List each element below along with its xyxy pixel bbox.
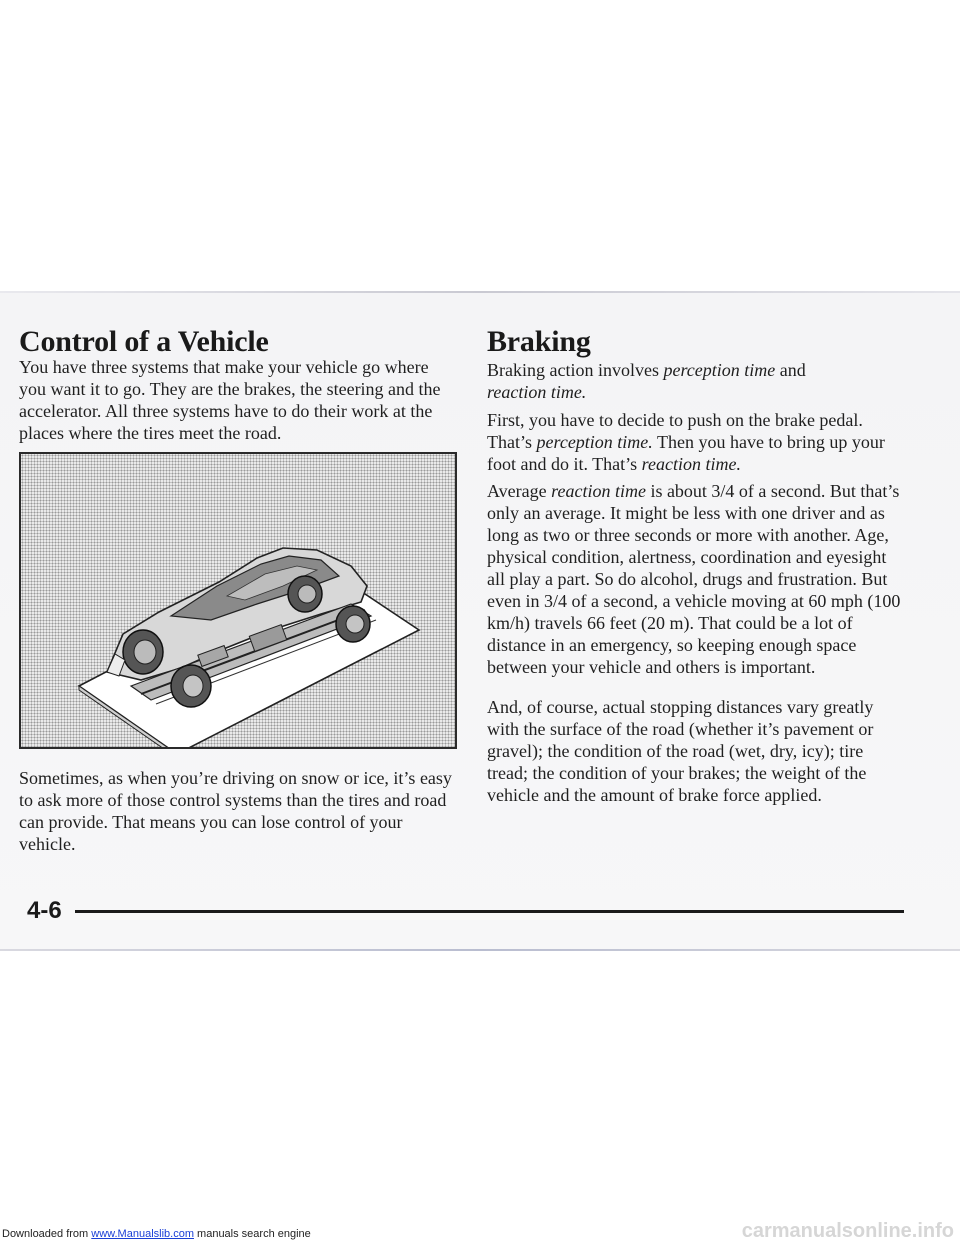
text-run: Then you have to bring up your foot and do it. That’s bbox=[487, 432, 885, 474]
page-number: 4-6 bbox=[27, 897, 62, 924]
paragraph-control-warning: Sometimes, as when you’re driving on snow or ice, it’s easy to ask more of those control systems than the tires and road can provide. That means you can lose control of your vehicle. bbox=[19, 768, 452, 854]
paragraph-stopping-distances: And, of course, actual stopping distances vary greatly with the surface of the road (whether it’s pavement or gravel); the condition of the road (wet, dry, icy); tire tread; the condition of your brakes; the weight of the vehicle and the amount of brake force applied. bbox=[487, 697, 874, 805]
paragraph-perception-reaction bbox=[487, 409, 907, 475]
paragraph-average-reaction-time bbox=[487, 480, 907, 678]
paragraph-braking-intro bbox=[487, 359, 907, 403]
watermark: carmanualsonline.info bbox=[741, 1220, 954, 1242]
text-run: Braking action involves bbox=[487, 360, 664, 380]
download-suffix: manuals search engine bbox=[193, 1228, 311, 1240]
term-reaction-time: reaction time. bbox=[641, 454, 741, 474]
paragraph-control-intro: You have three systems that make your vehicle go where you want it to go. They are the brakes, the steering and the accelerator. All three systems have to do their work at the places where the tires meet the road. bbox=[19, 357, 441, 443]
vehicle-illustration bbox=[19, 452, 457, 749]
text-run: Average bbox=[487, 481, 552, 501]
text-run: and bbox=[775, 360, 806, 380]
text-run: is about 3/4 of a second. But that’s only an average. It might be less with one driver and as long as two or three seconds or more with another. Age, physical condition, alertness, coordination and eyesight all play a part. So do alcohol, drugs and frustration. But even in 3/4 of a second, a vehicle moving at 60 mph (100 km/h) travels 66 feet (20 m). That could be a lot of distance in an emergency, so keeping enough space between your vehicle and others is important. bbox=[487, 481, 901, 677]
term-reaction-time: reaction time. bbox=[487, 382, 587, 402]
text-run: First, you have to decide to push on the brake pedal. That’s bbox=[487, 410, 863, 452]
term-perception-time: perception time bbox=[663, 360, 776, 380]
term-reaction-time: reaction time bbox=[551, 481, 646, 501]
footer-rule bbox=[75, 910, 904, 913]
scan-top-edge bbox=[0, 291, 960, 293]
vehicle-underside-illustration-icon bbox=[21, 454, 455, 747]
heading-braking: Braking bbox=[487, 325, 591, 358]
download-prefix: Downloaded from bbox=[2, 1228, 92, 1240]
scan-bottom-edge bbox=[0, 949, 960, 951]
heading-control-of-a-vehicle: Control of a Vehicle bbox=[19, 325, 269, 358]
download-note bbox=[2, 1228, 311, 1240]
term-perception-time: perception time. bbox=[536, 432, 653, 452]
manualslib-link[interactable]: www.Manualslib.com bbox=[91, 1228, 194, 1240]
